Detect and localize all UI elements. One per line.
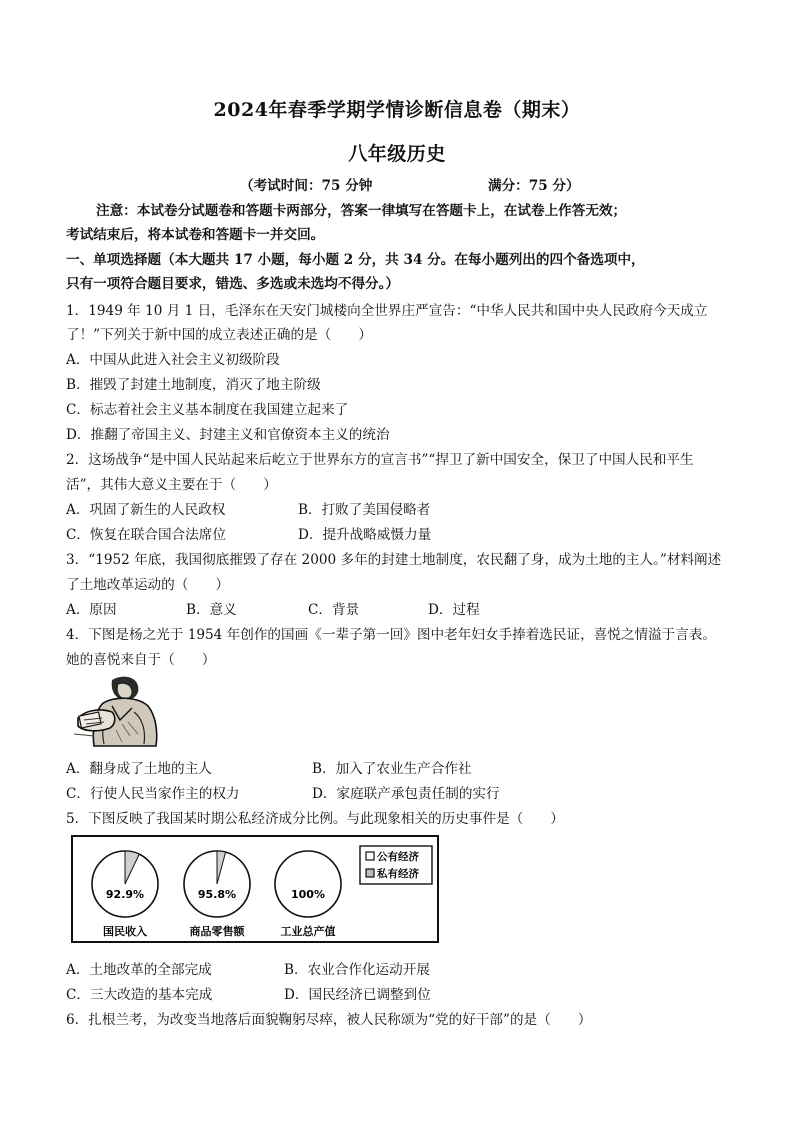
q2-option-c: C．恢复在联合国合法席位 xyxy=(66,527,226,543)
q5-option-d: D．国民经济已调整到位 xyxy=(284,987,431,1003)
pie-value-label-2: 95.8% xyxy=(197,888,237,901)
chart-legend xyxy=(360,846,432,884)
q2-option-b: B．打败了美国侵略者 xyxy=(298,502,431,518)
q5-stem-line-1: 5．下图反映了我国某时期公私经济成分比例。与此现象相关的历史事件是（ ） xyxy=(66,811,565,827)
pie-category-label-2: 商品零售额 xyxy=(189,925,245,938)
exam-subtitle: 八年级历史 xyxy=(348,143,446,165)
pie-value-label-3: 100% xyxy=(291,888,325,901)
q3-stem-line-1: 3．“1952 年底，我国彻底摧毁了存在 2000 多年的封建土地制度，农民翻了身，成为土地的主人。”材料阐述 xyxy=(66,552,722,568)
pie-category-label-1: 国民收入 xyxy=(103,925,147,938)
pie-value-label-1: 92.9% xyxy=(105,888,145,901)
q3-option-a: A．原因 xyxy=(66,602,117,618)
q3-option-c: C．背景 xyxy=(308,602,360,618)
q1-option-b: B．摧毁了封建土地制度，消灭了地主阶级 xyxy=(66,377,321,393)
section-heading-line-2: 只有一项符合题目要求，错选、多选或未选均不得分。） xyxy=(66,276,400,292)
section-heading-line-1: 一、单项选择题（本大题共 17 小题，每小题 2 分，共 34 分。在每小题列出的四个备选项中， xyxy=(66,252,645,268)
q4-option-c: C．行使人民当家作主的权力 xyxy=(66,786,240,802)
q1-option-d: D．推翻了帝国主义、封建主义和官僚资本主义的统治 xyxy=(66,427,390,443)
legend-swatch-public xyxy=(366,852,374,860)
q2-option-d: D．提升战略威慑力量 xyxy=(298,527,432,543)
q1-stem-line-2: 了！”下列关于新中国的成立表述正确的是（ ） xyxy=(66,327,373,343)
q2-stem-line-2: 活”，其伟大意义主要在于（ ） xyxy=(66,477,277,493)
economy-pie-chart xyxy=(70,834,440,946)
pie-category-label-3: 工业总产值 xyxy=(280,925,336,938)
q4-stem-line-2: 她的喜悦来自于（ ） xyxy=(66,652,216,668)
q6-stem-line-1: 6．扎根兰考，为改变当地落后面貌鞠躬尽瘁，被人民称颂为“党的好干部”的是（ ） xyxy=(66,1012,592,1028)
exam-score: 满分：75 分） xyxy=(488,178,580,194)
q2-stem-line-1: 2．这场战争“是中国人民站起来后屹立于世界东方的宣言书”“捍卫了新中国安全，保卫了中国人民和平生 xyxy=(66,452,694,468)
q4-stem-line-1: 4．下图是杨之光于 1954 年创作的国画《一辈子第一回》图中老年妇女手捧着选民证，喜悦之情溢于言表。 xyxy=(66,627,717,643)
q3-option-d: D．过程 xyxy=(428,602,480,618)
q1-option-a: A．中国从此进入社会主义初级阶段 xyxy=(66,352,280,368)
painting-illustration xyxy=(72,674,164,748)
legend-swatch-private xyxy=(366,869,374,877)
legend-label-private: 私有经济 xyxy=(377,868,419,880)
q4-option-a: A．翻身成了土地的主人 xyxy=(66,761,212,777)
q1-option-c: C．标志着社会主义基本制度在我国建立起来了 xyxy=(66,402,349,418)
q3-option-b: B．意义 xyxy=(186,602,237,618)
q1-stem-line-1: 1．1949 年 10 月 1 日，毛泽东在天安门城楼向全世界庄严宣告：“中华人民共和国中央人民政府今天成立 xyxy=(66,303,708,319)
q5-option-a: A．土地改革的全部完成 xyxy=(66,962,212,978)
q4-option-b: B．加入了农业生产合作社 xyxy=(312,761,472,777)
q2-option-a: A．巩固了新生的人民政权 xyxy=(66,502,226,518)
notice-line-1: 注意：本试卷分试题卷和答题卡两部分，答案一律填写在答题卡上，在试卷上作答无效； xyxy=(96,203,627,219)
q3-stem-line-2: 了土地改革运动的（ ） xyxy=(66,577,230,593)
notice-line-2: 考试结束后，将本试卷和答题卡一并交回。 xyxy=(66,227,325,243)
q5-option-b: B．农业合作化运动开展 xyxy=(284,962,430,978)
q5-option-c: C．三大改造的基本完成 xyxy=(66,987,213,1003)
exam-title: 2024年春季学期学情诊断信息卷（期末） xyxy=(213,99,581,121)
q4-option-d: D．家庭联产承包责任制的实行 xyxy=(312,786,500,802)
pie-public-slice-3 xyxy=(275,851,341,917)
legend-label-public: 公有经济 xyxy=(377,851,419,863)
exam-time: （考试时间：75 分钟 xyxy=(240,178,373,194)
